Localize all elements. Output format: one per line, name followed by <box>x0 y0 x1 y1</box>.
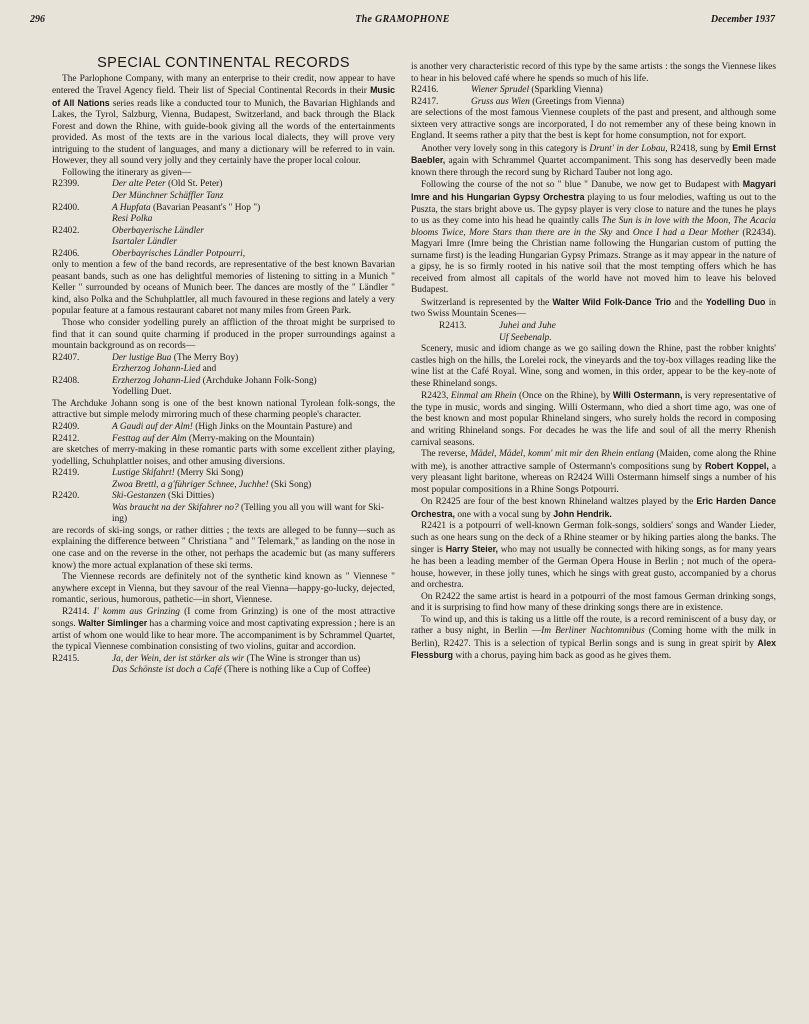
paragraph: are sketches of merry-making in these romantic parts with some excellent zither playing, yodelling, Schuhplattler noises, and other amusing diversions. <box>52 445 395 467</box>
paragraph: R2421 is a potpourri of well-known German folk-songs, soldiers' songs and Wander Lieder, such as one hears sung on the deck of a Rhine steamer or by hiking parties along the banks. The singer is Harry Steier, who may not usually be connected with hiking songs, as for many years he has been a leading member of the German Opera House in Berlin ; not much of the opera-house, however, in these jolly tunes, which he sings with great gusto, accompanied by a chorus and orchestra. <box>411 521 777 591</box>
paragraph: The Parlophone Company, with many an enterprise to their credit, now appear to have entered the Travel Agency field. Their list of Special Continental Records in their Music of All Nations series reads like a conducted tour to Munich, the Bavarian Highlands and Lakes, the Tyrol, Salzburg, Vienna, Budapest, Switzerland, and back through the Black Forest and down the Rhine, with guide-book giving all the words of the entertainments provided. As most of the texts are in the various local dialects, they will prove very intriguing to the student of languages, and many a dictionary will be referred to in vain. However, they all sound very jolly and they certainly have the proper local colour. <box>52 73 395 167</box>
record-entry: Erzherzog Johann-Lied and <box>112 364 217 375</box>
record-entry: R2419. Lustige Skifahrt! (Merry Ski Song) <box>52 468 244 479</box>
record-entry: R2402. Oberbayerische Ländler <box>52 225 204 236</box>
record-entry: Zwoa Brettl, a g'führiger Schnee, Juchhe! (Ski Song) <box>112 479 312 490</box>
record-entry: Das Schönste ist doch a Café (There is nothing like a Cup of Coffee) <box>112 665 371 676</box>
paragraph: Scenery, music and idiom change as we go sailing down the Rhine, past the robber knights' castles high on the hills, the Lorelei rock, the vineyards and the toy-box villages reading like the wine list at the Café Royal. Wine, song and women, in this order, appear to be the key-note of these Rhineland songs. <box>411 344 776 389</box>
left-column <box>52 55 396 677</box>
paragraph: To wind up, and this is taking us a little off the route, is a record reminiscent of a busy day, or rather a busy night, in Berlin —Im Berliner Nachtomnibus (Coming home with the milk in Berlin), R2427. This is a selection of typical Berlin songs and is sung in great spirit by Alex Flessburg with a chorus, paying him back as good as he gives them. <box>411 614 776 662</box>
paragraph: only to mention a few of the band records, are representative of the best known Bavarian peasant bands, such as one has delightful memories of listening to sitting in a Munich " Keller " surrounded by oceans of Munich beer. The dances are mostly of the " Ländler " kind, also Polka and the Schuhplattler, all much favoured in these regions and lately a very popular feature at a famous restaurant cabaret not many miles from Green Park. <box>52 260 395 317</box>
paragraph: The Viennese records are definitely not of the synthetic kind known as " Viennese " anywhere except in Vienna, but they savour of the real Vienna—happy-go-lucky, dejected, romantic, serious, humorous, pathetic—in short, Viennese. <box>52 572 395 606</box>
issue-date: December 1937 <box>710 14 775 25</box>
record-entry: R2416. Wiener Sprudel (Sparkling Vienna) <box>411 85 603 96</box>
paragraph: The Archduke Johann song is one of the best known national Tyrolean folk-songs, the attractive but simple melody mirroring much of these charming people's character. <box>52 398 395 421</box>
paragraph: are records of ski-ing songs, or rather ditties ; the texts are alleged to be funny—such as explaining the difference between " Christiana " and " Telemark," as landing on the nose in one case and on the reverse in the other, not perhaps the academic but (as many sufferers know) the more actual explanation of these ski terms. <box>52 525 395 571</box>
record-entry: Isartaler Ländler <box>112 237 177 248</box>
paragraph: is another very characteristic record of this type by the same artists : the songs the Viennese likes to hear in his beloved café where he spends so much of his life. <box>411 62 776 84</box>
record-entry: R2415. Ja, der Wein, der ist stärker als wir (The Wine is stronger than us) <box>52 653 361 664</box>
page-header <box>30 14 775 30</box>
record-entry: R2417. Gruss aus Wien (Greetings from Vienna) <box>411 96 625 107</box>
paragraph: are selections of the most famous Viennese couplets of the past and present, and although some sixteen very attractive songs are incorporated, I do not remember any of these being known in England. It seems rather a pity that the best is kept for home consumption, not for export. <box>411 108 776 142</box>
record-entry: Resi Polka <box>112 214 153 225</box>
article-title: SPECIAL CONTINENTAL RECORDS <box>97 55 350 71</box>
record-entry: R2420. Ski-Gestanzen (Ski Ditties) <box>52 491 215 502</box>
record-entry: R2408. Erzherzog Johann-Lied (Archduke Johann Folk-Song) <box>52 375 317 386</box>
paragraph: The reverse, Mädel, Mädel, komm' mit mir den Rhein entlang (Maiden, come along the Rhine with me), is another attractive sample of Ostermann's compositions sung by Robert Koppel, a very pleasant light baritone, whereas on R2424 Willi Ostermann himself sings a number of his most popular compositions in a Rhine Songs Potpourri. <box>411 449 777 495</box>
paragraph: On R2422 the same artist is heard in a potpourri of the most famous German drinking songs, and it is surprising to find how many of these drinking songs there are in existence. <box>411 591 776 614</box>
record-entry: Der Münchner Schäffler Tanz <box>112 191 224 202</box>
page-number: 296 <box>30 14 45 25</box>
paragraph: Switzerland is represented by the Walter Wild Folk-Dance Trio and the Yodelling Duo in two Swiss Mountain Scenes— <box>411 296 776 320</box>
record-entry: R2400. A Hupfata (Bavarian Peasant's " Hop ") <box>52 202 261 213</box>
paragraph: Another very lovely song in this category is Drunt' in der Lobau, R2418, sung by Emil Ernst Baebler, again with Schrammel Quartet accompaniment. This song has deservedly been made known there through the record sung by Richard Tauber not long ago. <box>411 142 776 178</box>
record-entry: R2409. A Gaudi auf der Alm! (High Jinks on the Mountain Pasture) and <box>52 421 353 432</box>
paragraph: Following the course of the not so " blue " Danube, we now get to Budapest with Magyari Imre and his Hungarian Gypsy Orchestra playing to us four melodies, wafting us out to the Puszta, the stars bright above us. The gypsy player is very close to nature and the tunes he plays to us as they come into his head he quaintly calls The Sun is in love with the Moon, The Acacia blooms Twice, More Stars than there are in the Sky and Once I had a Dear Mother (R2434). Magyari Imre (Imre being the Christian name following the Hungarian custom of putting the surname first) is the leading Hungarian Gypsy Primazs. Strange as it may appear in the nature of a gipsy, he is so firmly rooted in his native soil that the most tempting offers which he has received from almost all capitals of the world have not moved him to leave his beloved Budapest. <box>411 179 777 296</box>
paragraph: R2414. I' komm aus Grinzing (I come from Grinzing) is one of the most attractive songs. Walter Simlinger has a charming voice and most captivating expression ; here is an artist of whom one would like to hear more. The accompaniment is by Schrammel Quartet, the typical Viennese combination consisting of two violins, guitar and accordion. <box>52 606 396 653</box>
record-entry: R2407. Der lustige Bua (The Merry Boy) <box>52 352 239 363</box>
paragraph: On R2425 are four of the best known Rhineland waltzes played by the Eric Harden Dance Orchestra, one with a vocal sung by John Hendrik. <box>411 496 776 520</box>
magazine-title: The GRAMOPHONE <box>355 14 450 25</box>
right-column <box>411 62 776 663</box>
record-entry: Uf Seebenalp. <box>499 332 552 343</box>
record-entry: R2412. Festtag auf der Alm (Merry-making on the Mountain) <box>52 433 315 444</box>
paragraph: Those who consider yodelling purely an affliction of the throat might be surprised to find that it can sound quite charming if produced in the proper surroundings against a mountain background as on records— <box>52 318 395 352</box>
record-entry: R2399. Der alte Peter (Old St. Peter) <box>52 179 223 190</box>
record-entry: Yodelling Duet. <box>112 387 172 398</box>
record-entry: R2413. Juhei and Juhe <box>439 321 556 332</box>
paragraph: R2423, Einmal am Rhein (Once on the Rhine), by Willi Ostermann, is very representative of the type in music, words and singing. Willi Ostermann, who died a short time ago, was one of the best known and most popular Rhineland singers, who surely holds the record in composing and writing Rhineland songs. For decades he was the life and soul of all the merry Rhenish carnival seasons. <box>411 390 776 448</box>
paragraph: Following the itinerary as given— <box>62 167 192 178</box>
record-entry: R2406. Oberbayrisches Ländler Potpourri, <box>52 248 246 259</box>
record-entry: Was braucht na der Skifahrer no? (Telling you all you will want for Ski-ing) <box>112 502 384 525</box>
